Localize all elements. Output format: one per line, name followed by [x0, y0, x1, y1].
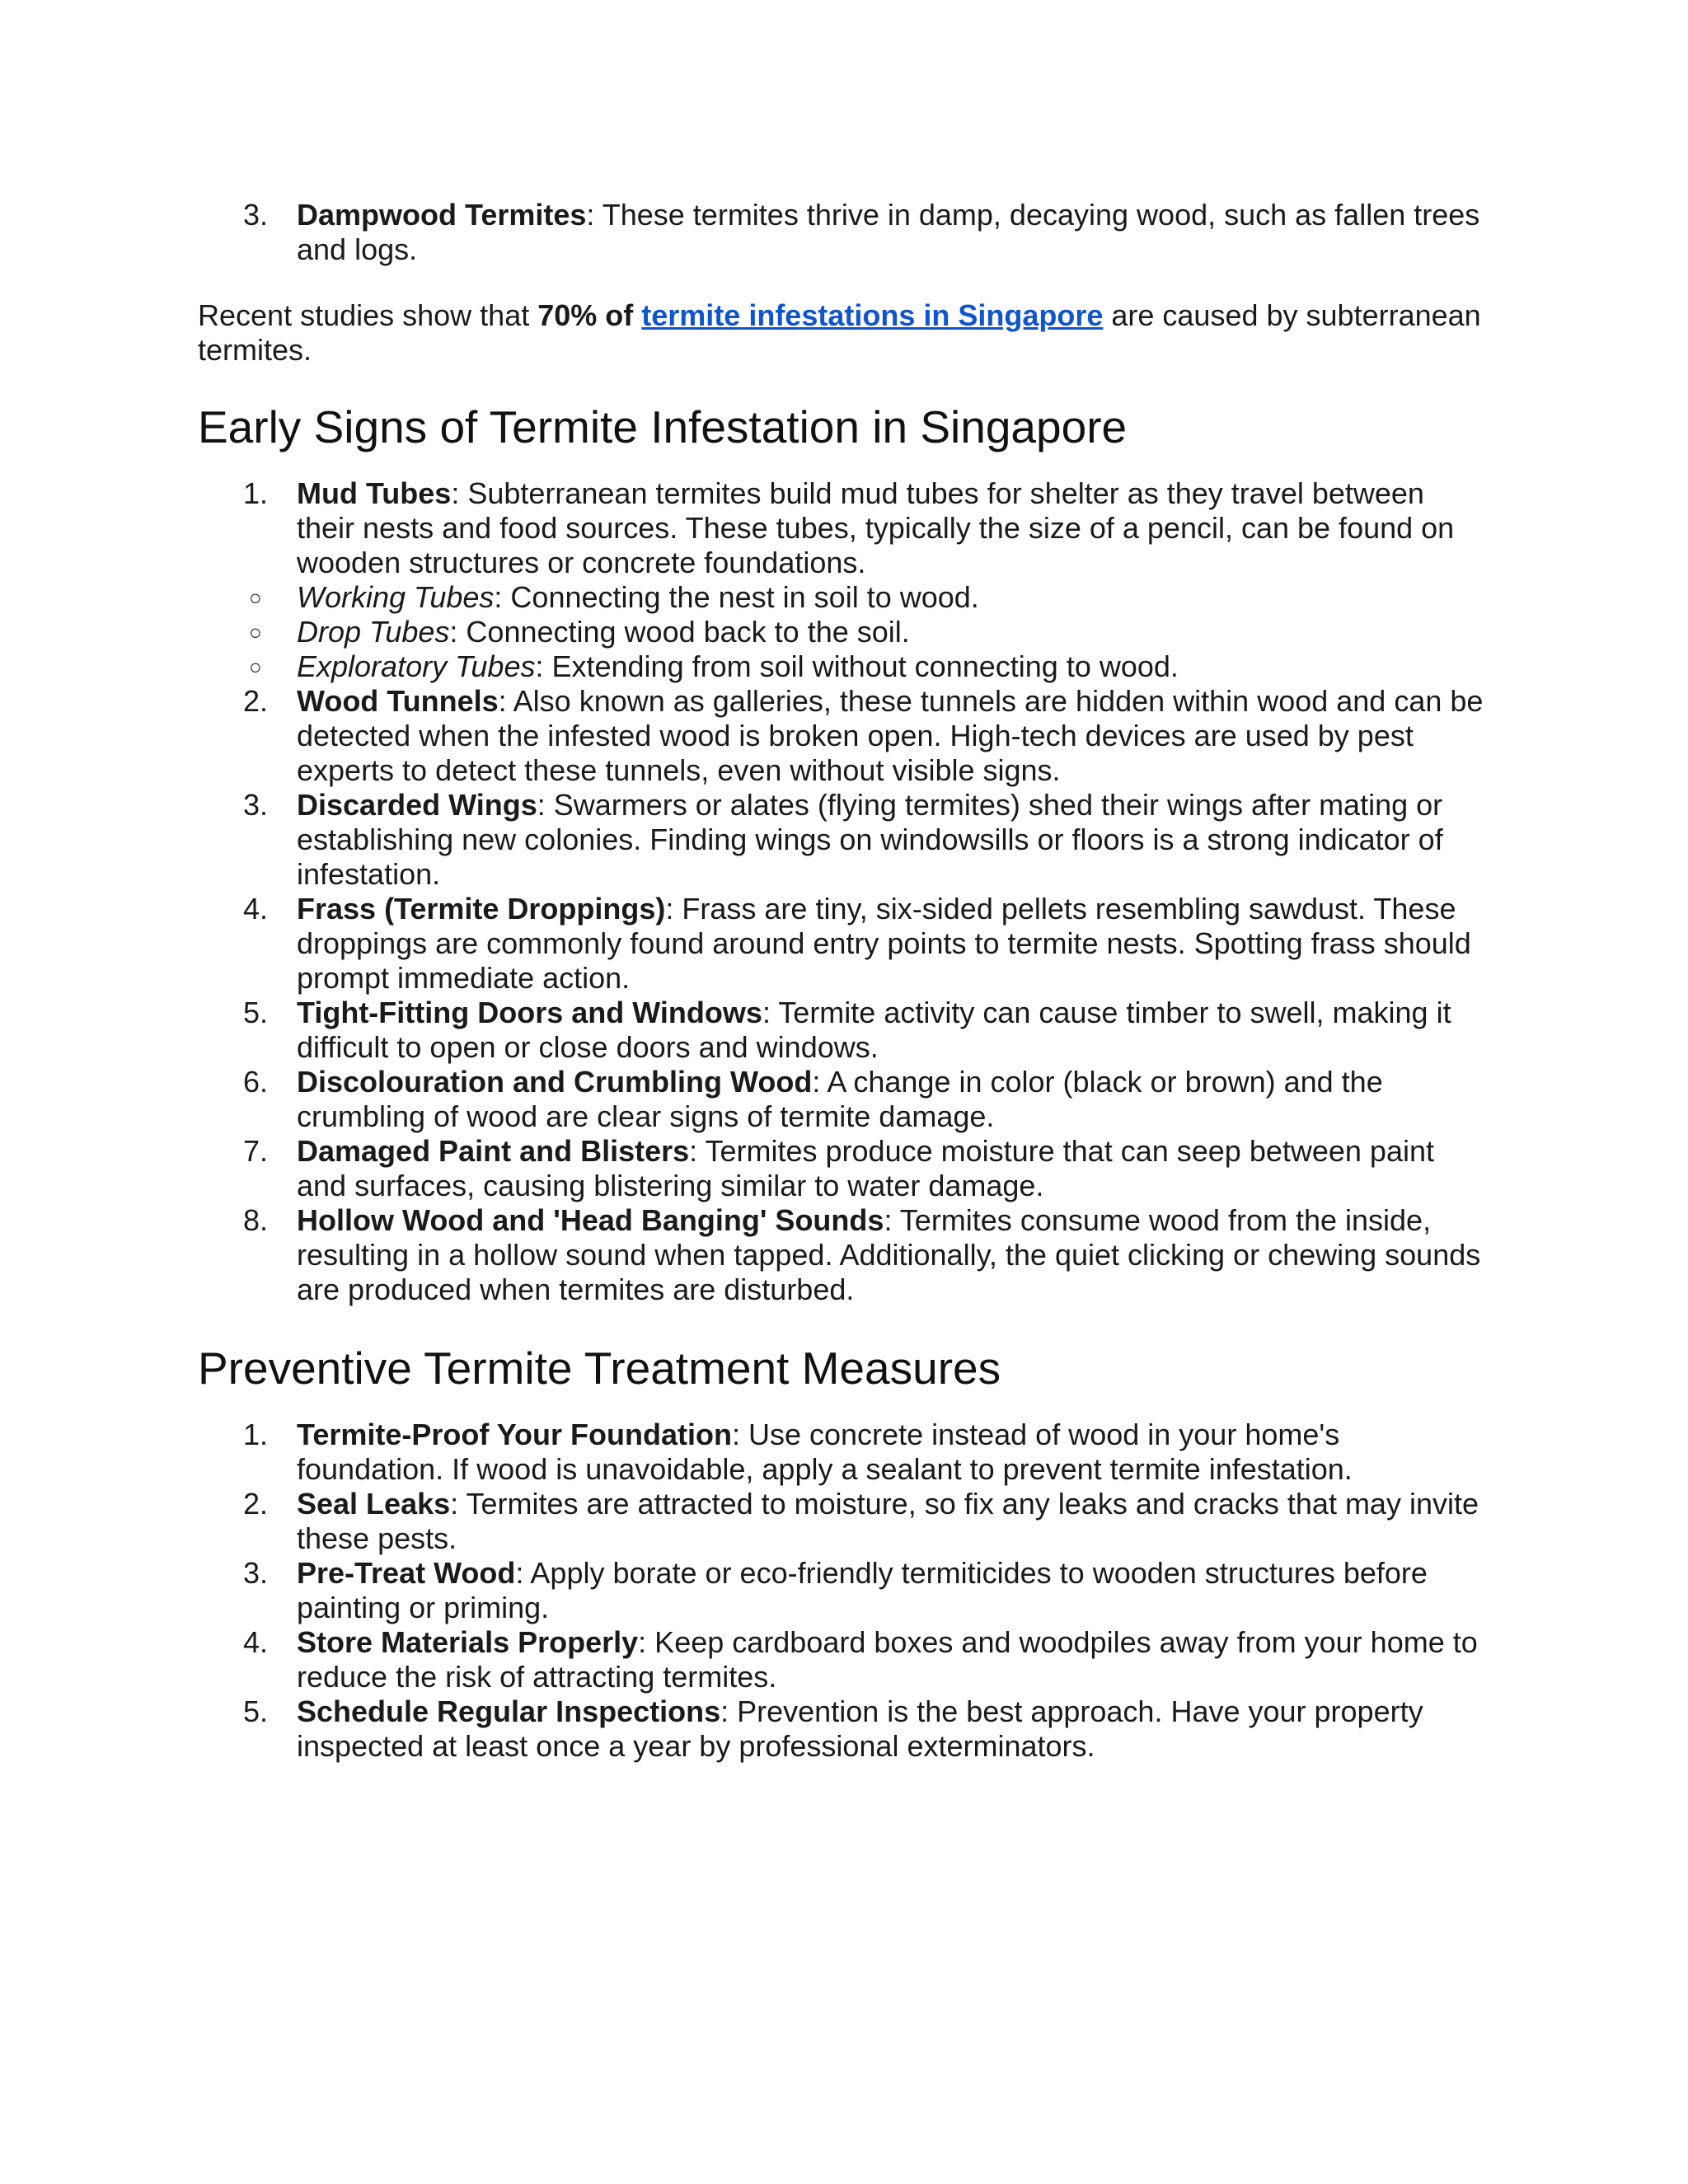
- sub-term: Drop Tubes: [297, 615, 450, 649]
- sub-text: : Connecting wood back to the soil.: [449, 615, 910, 649]
- list-term: Hollow Wood and 'Head Banging' Sounds: [297, 1203, 884, 1237]
- list-text: : Termites consume wood from the inside, resulting in a hollow sound when tapped. Additionally, the quiet clicking or chewing sounds are produced when termites are disturbed.: [297, 1203, 1481, 1306]
- list-text: : Swarmers or alates (flying termites) shed their wings after mating or establishing new colonies. Finding wings on windowsills or floors is a strong indicator of infestation.: [297, 788, 1443, 891]
- infestations-link[interactable]: termite infestations in Singapore: [641, 298, 1104, 332]
- list-number: 3.: [243, 198, 269, 232]
- section-heading-early-signs: Early Signs of Termite Infestation in Singapore: [198, 401, 1128, 452]
- list-number: 4.: [243, 892, 269, 926]
- list-item: [198, 1134, 1484, 1203]
- mud-tubes-sublist: [198, 580, 1484, 684]
- list-item: [198, 476, 1484, 580]
- hollow-circle-bullet-icon: ○: [249, 585, 262, 610]
- list-number: 6.: [243, 1065, 269, 1099]
- list-text: : A change in color (black or brown) and the crumbling of wood are clear signs of termite damage.: [297, 1065, 1383, 1133]
- early-signs-list: [198, 476, 1484, 1307]
- list-text: : Termites are attracted to moisture, so fix any leaks and cracks that may invite these pests.: [297, 1487, 1479, 1555]
- list-item: [198, 1625, 1484, 1694]
- list-text: : Termites produce moisture that can seep between paint and surfaces, causing blistering similar to water damage.: [297, 1134, 1434, 1202]
- list-term: Discolouration and Crumbling Wood: [297, 1065, 813, 1099]
- list-term: Mud Tubes: [297, 476, 452, 510]
- list-text: : Termite activity can cause timber to swell, making it difficult to open or close doors and windows.: [297, 996, 1451, 1064]
- list-term: Discarded Wings: [297, 788, 537, 822]
- sub-list-item: [198, 649, 1484, 684]
- list-number: 4.: [243, 1625, 269, 1659]
- list-item: [198, 996, 1484, 1065]
- list-text: : Prevention is the best approach. Have your property inspected at least once a year by professional exterminators.: [297, 1694, 1423, 1763]
- list-text: : Apply borate or eco-friendly termiticides to wooden structures before painting or priming.: [297, 1556, 1428, 1624]
- list-text: : Keep cardboard boxes and woodpiles away from your home to reduce the risk of attracting termites.: [297, 1625, 1478, 1694]
- list-term: Damaged Paint and Blisters: [297, 1134, 690, 1168]
- paragraph-bold: 70% of: [537, 298, 642, 332]
- document-page: [198, 198, 1484, 1764]
- sub-text: : Connecting the nest in soil to wood.: [494, 580, 979, 614]
- hollow-circle-bullet-icon: ○: [249, 654, 262, 679]
- sub-text: : Extending from soil without connecting to wood.: [535, 649, 1179, 683]
- list-number: 8.: [243, 1203, 269, 1237]
- list-item: [198, 1203, 1484, 1307]
- list-term: Wood Tunnels: [297, 684, 499, 718]
- sub-term: Exploratory Tubes: [297, 649, 536, 683]
- sub-term: Working Tubes: [297, 580, 495, 614]
- list-number: 7.: [243, 1134, 269, 1168]
- intro-list: [198, 198, 1484, 267]
- list-text: : Subterranean termites build mud tubes for shelter as they travel between their nests and food sources. These tubes, typically the size of a pencil, can be found on wooden structures or concrete foundations.: [297, 476, 1455, 579]
- list-term: Store Materials Properly: [297, 1625, 639, 1659]
- list-number: 2.: [243, 684, 269, 718]
- list-term: Seal Leaks: [297, 1487, 451, 1521]
- list-term: Tight-Fitting Doors and Windows: [297, 996, 762, 1029]
- list-number: 5.: [243, 996, 269, 1029]
- list-item: [198, 198, 1484, 267]
- list-item: [198, 1556, 1484, 1625]
- preventive-list: [198, 1418, 1484, 1764]
- sub-list-item: [198, 615, 1484, 649]
- list-text: : Frass are tiny, six-sided pellets resembling sawdust. These droppings are commonly found around entry points to termite nests. Spotting frass should prompt immediate action.: [297, 892, 1471, 995]
- list-number: 5.: [243, 1694, 269, 1728]
- list-term: Termite-Proof Your Foundation: [297, 1418, 732, 1451]
- list-number: 2.: [243, 1487, 269, 1521]
- list-item: [198, 1694, 1484, 1764]
- list-number: 3.: [243, 1556, 269, 1590]
- list-item: [198, 788, 1484, 892]
- list-item: [198, 1065, 1484, 1134]
- list-term: Dampwood Termites: [297, 198, 587, 232]
- list-term: Schedule Regular Inspections: [297, 1694, 721, 1728]
- list-term: Frass (Termite Droppings): [297, 892, 666, 926]
- list-number: 3.: [243, 788, 269, 822]
- list-text: : Use concrete instead of wood in your home's foundation. If wood is unavoidable, apply a sealant to prevent termite infestation.: [297, 1418, 1353, 1486]
- list-item: [198, 1418, 1484, 1487]
- list-term: Pre-Treat Wood: [297, 1556, 516, 1590]
- section-heading-preventive: Preventive Termite Treatment Measures: [198, 1343, 1001, 1394]
- list-item: [198, 1487, 1484, 1556]
- hollow-circle-bullet-icon: ○: [249, 620, 262, 644]
- stat-paragraph: [198, 298, 1484, 368]
- paragraph-text: Recent studies show that: [198, 298, 538, 332]
- paragraph-text: are caused by subterranean termites.: [198, 298, 1481, 367]
- list-item: [198, 684, 1484, 788]
- list-text: : These termites thrive in damp, decaying wood, such as fallen trees and logs.: [297, 198, 1480, 266]
- sub-list-item: [198, 580, 1484, 615]
- list-number: 1.: [243, 476, 269, 510]
- list-text: : Also known as galleries, these tunnels are hidden within wood and can be detected when the infested wood is broken open. High-tech devices are used by pest experts to detect these tunnels, even without visible signs.: [297, 684, 1484, 787]
- list-item: [198, 892, 1484, 996]
- list-number: 1.: [243, 1418, 269, 1451]
